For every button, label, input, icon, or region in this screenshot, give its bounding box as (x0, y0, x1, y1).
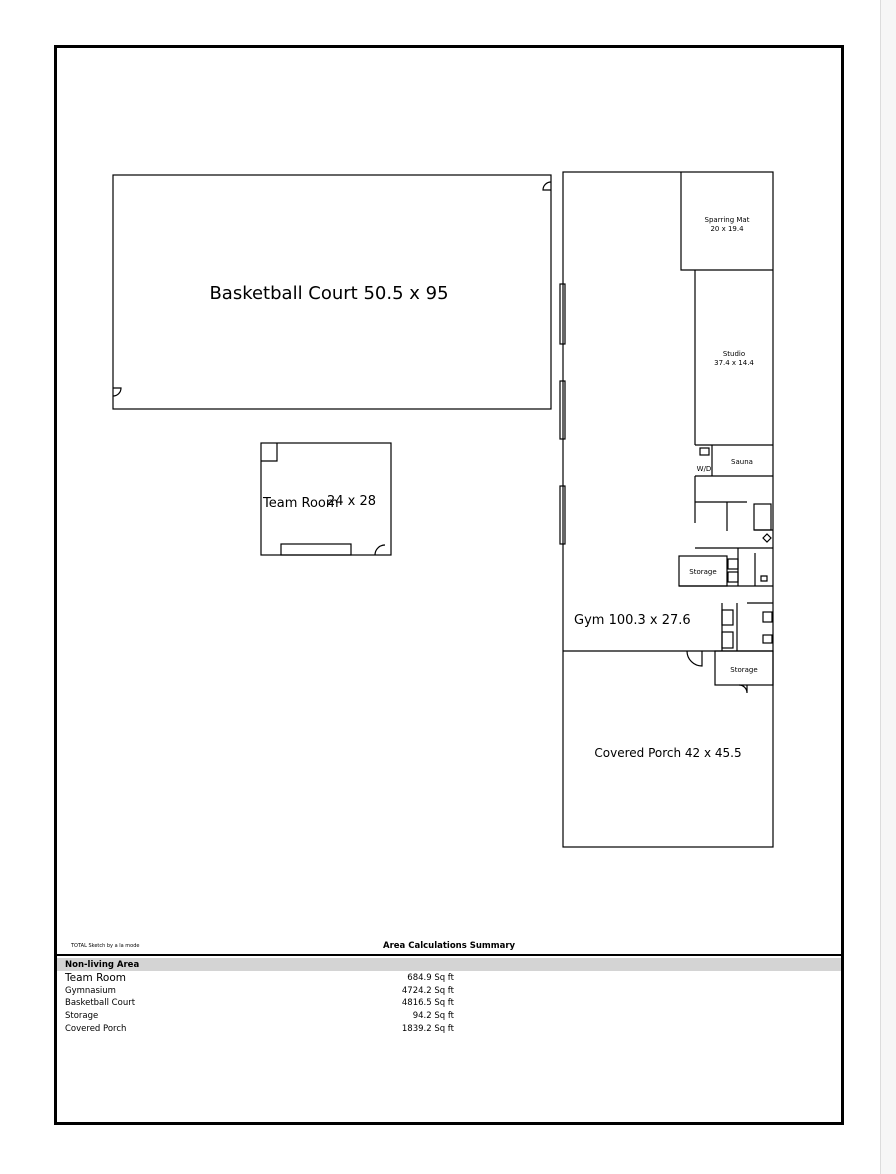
covered-porch-label: Covered Porch 42 x 45.5 (594, 746, 742, 760)
toilet-fixture (761, 576, 767, 581)
door-swing (375, 545, 385, 555)
sauna-label: Sauna (731, 458, 753, 466)
row-area: 684.9 Sq ft (407, 973, 454, 983)
sink-fixture (722, 610, 733, 625)
studio-dims: 37.4 x 14.4 (714, 359, 754, 367)
section-title: Non-living Area (65, 960, 140, 970)
team-room-dims: 24 x 28 (327, 494, 377, 509)
sink-fixture (763, 534, 771, 542)
table-row (57, 1011, 841, 1024)
vertical-scrollbar[interactable] (880, 0, 896, 1174)
team-room-label: Team Room (263, 496, 339, 511)
sink-fixture (722, 632, 733, 648)
row-name: Team Room (65, 972, 126, 984)
row-area: 1839.2 Sq ft (401, 1023, 454, 1034)
team-room-closet (261, 443, 277, 461)
summary-divider (57, 954, 841, 956)
row-name: Storage (65, 1011, 99, 1022)
basketball-court-label: Basketball Court 50.5 x 95 (209, 283, 449, 304)
door-swing (113, 388, 121, 396)
storage-label: Storage (689, 568, 717, 576)
row-area: 4816.5 Sq ft (401, 998, 454, 1009)
area-table (57, 973, 841, 1036)
row-area: 94.2 Sq ft (412, 1011, 454, 1022)
door-swing (543, 182, 551, 190)
toilet-fixture (728, 572, 738, 582)
team-room-bench (281, 544, 351, 555)
shower-fixture (754, 504, 771, 530)
table-row (57, 986, 841, 999)
toilet-fixture (763, 612, 772, 622)
gym-label: Gym 100.3 x 27.6 (574, 613, 691, 628)
sparring-mat-label: Sparring Mat (704, 216, 750, 224)
row-name: Covered Porch (65, 1023, 127, 1034)
toilet-fixture (728, 559, 738, 569)
sketch-page-frame (54, 45, 844, 1125)
storage-label: Storage (730, 666, 758, 674)
studio-label: Studio (722, 350, 746, 358)
door-swing (739, 685, 747, 693)
floor-plan (57, 48, 841, 938)
table-row (57, 973, 841, 986)
table-row (57, 998, 841, 1011)
summary-title: Area Calculations Summary (383, 941, 516, 951)
row-name: Basketball Court (65, 998, 136, 1009)
door-swing (687, 651, 702, 666)
sparring-mat-dims: 20 x 19.4 (710, 225, 744, 233)
row-name: Gymnasium (65, 985, 116, 996)
summary-section-header (57, 958, 841, 971)
wd-label: W/D (696, 465, 712, 473)
toilet-fixture (763, 635, 772, 643)
row-area: 4724.2 Sq ft (401, 985, 454, 996)
software-credit: TOTAL Sketch by a la mode (71, 943, 140, 949)
table-row (57, 1024, 841, 1037)
washer-fixture (700, 448, 709, 455)
